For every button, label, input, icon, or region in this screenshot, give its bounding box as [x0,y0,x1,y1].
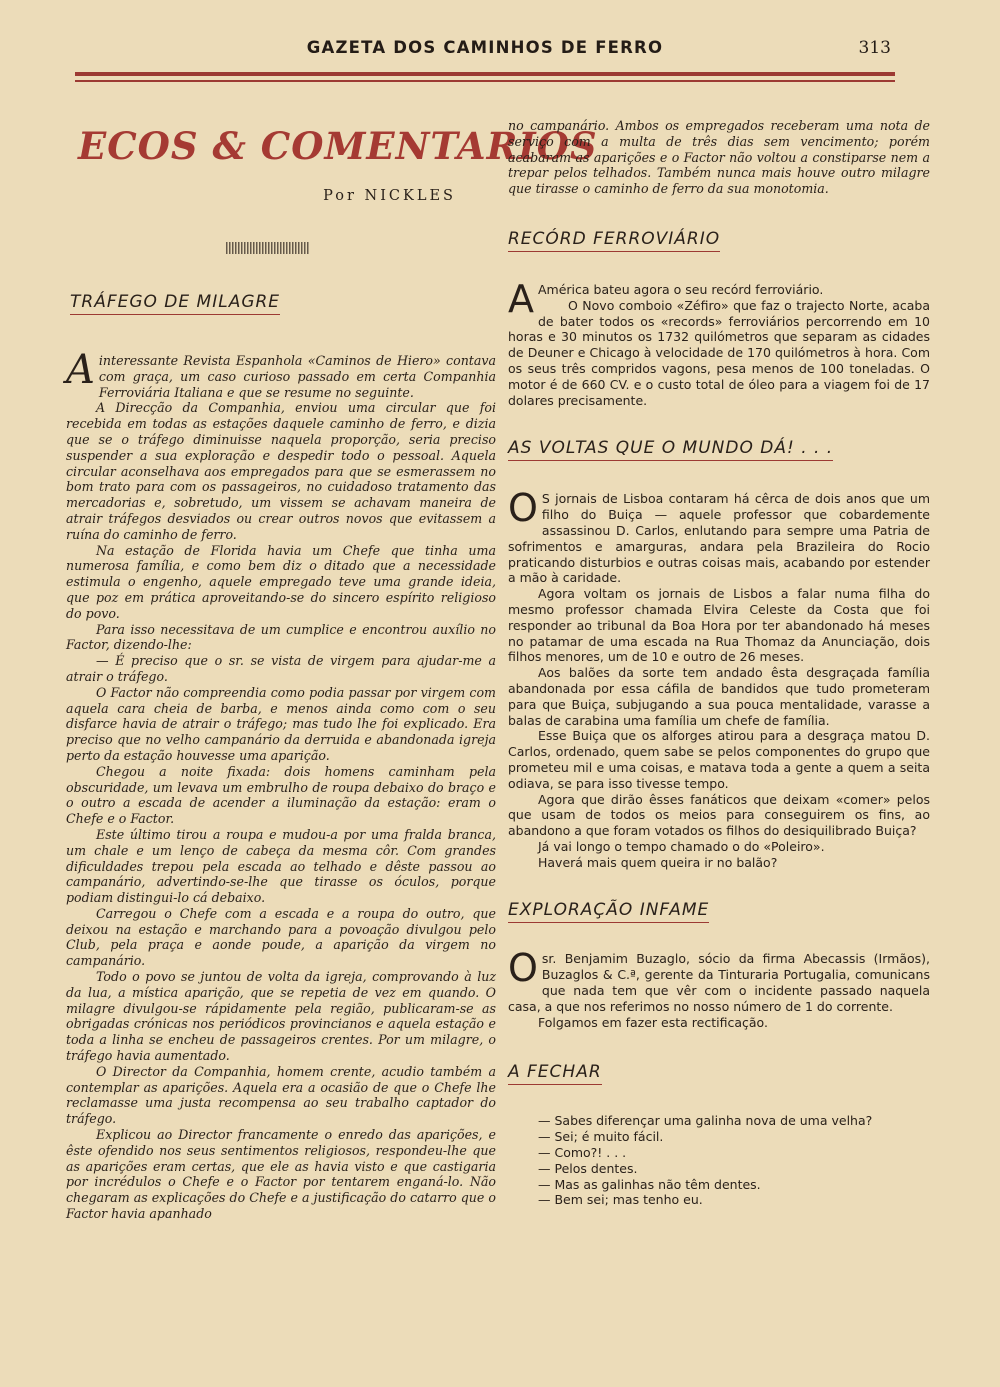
paragraph: Folgamos em fazer esta rectificação. [538,1014,768,1030]
page-header [75,38,895,62]
page-number: 313 [858,38,891,58]
dialog-line: — Sabes diferençar uma galinha nova de uma velha? [538,1113,873,1129]
paragraph: Para isso necessitava de um cumplice e encontrou auxílio no Factor, dizendo-lhe: [66,621,496,653]
section-body-exploracao [508,946,930,1030]
dialog-line: — Mas as galinhas não têm dentes. [538,1176,761,1192]
header-rule-thin [75,80,895,82]
drop-cap: A [508,276,534,321]
dialog-line: — Sei; é muito fácil. [538,1129,664,1145]
paragraph: Agora que dirão êsses fanáticos que deixam «comer» pelos que usam de todos os meios para conseguirem os fins, ao abandono a que foram votados os filhos do desiquilibrado Buiça? [508,791,930,839]
paragraph: Agora voltam os jornais de Lisbos a falar numa filha do mesmo professor chamada Elvira Celeste da Costa que foi responder ao tribunal da Boa Hora por ter abandonado há meses no patamar de uma escada na Rua Thomaz da Anunciação, dois filhos menores, um de 10 e outro de 26 meses. [508,586,930,665]
paragraph: no campanário. Ambos os empregados receberam uma nota de serviço com a multa de três dias sem vencimento; porém acabaram as aparições e o Factor não voltou a constiparse nem a trepar pelos telhados. Também nunca mais houve outro milagre que tirasse o caminho de ferro da sua monotomia. [508,118,930,197]
drop-cap: O [508,946,538,991]
ornament-divider [226,242,310,254]
paragraph: Todo o povo se juntou de volta da igreja, comprovando à luz da lua, a mística aparição, que se repetia de vez em quando. O milagre divulgou-se rápidamente pela região, publicaram-se as obrigadas crónicas nos periódicos provincianos e aquela estação e toda a linha se encheu de passageiros crentes. Por um milagre, o tráfego havia aumentado. [66,969,496,1064]
paragraph: Esse Buiça que os alforges atirou para a desgraça matou D. Carlos, ordenado, quem sabe se pelos componentes do grupo que prometeu mil e uma coisas, e matava toda a gente a quem a seita odiava, se para isso tivesse tempo. [508,728,930,791]
dialog-line: — Bem sei; mas tenho eu. [538,1192,703,1208]
section-heading-voltas: AS VOLTAS QUE O MUNDO DÁ! . . . [508,438,833,461]
paragraph: Já vai longo o tempo chamado o do «Poleiro». [538,838,825,854]
paragraph: Haverá mais quem queira ir no balão? [538,854,778,870]
section-body-trafego [66,347,496,1222]
paragraph: Ainteressante Revista Espanhola «Caminos de Hiero» contava com graça, um caso curioso passado em certa Companhia Ferroviária Italiana e que se resume no seguinte. [66,347,496,400]
paragraph: A América bateu agora o seu recórd ferroviário. [508,276,824,321]
section-heading-fechar: A FECHAR [508,1062,602,1085]
section-heading-exploracao: EXPLORAÇÃO INFAME [508,900,709,923]
section-body-recorde [508,276,930,408]
drop-cap: A [66,347,95,393]
paragraph: Na estação de Florida havia um Chefe que tinha uma numerosa família, e como bem diz o ditado que a necessidade estimula o engenho, aquele empregado teve uma grande ideia, que poz em prática aproveitando-se do sincero espírito religioso do povo. [66,542,496,621]
paragraph: Osr. Benjamim Buzaglo, sócio da firma Abecassis (Irmãos), Buzaglos & C.ª, gerente da Tinturaria Portugalia, comunicans que nada tem que vêr com o incidente passado naquela casa, a que nos referimos no nosso número de 1 do corrente. [508,946,930,1014]
section-heading-recorde: RECÓRD FERROVIÁRIO [508,229,720,252]
drop-cap: O [508,486,538,531]
paragraph: — É preciso que o sr. se vista de virgem para ajudar-me a atrair o tráfego. [66,653,496,684]
publication-title: GAZETA DOS CAMINHOS DE FERRO [306,38,664,57]
paragraph: Chegou a noite fixada: dois homens caminham pela obscuridade, um levava um embrulho de roupa debaixo do braço e o outro a escada de acender a iluminação da estação: eram o Chefe e o Factor. [66,763,496,827]
section-continuation-trafego [508,118,930,197]
section-body-voltas [508,486,930,870]
dialog-line: — Pelos dentes. [538,1160,638,1176]
article-title: ECOS & COMENTARIOS [78,124,598,168]
section-body-fechar [508,1113,930,1208]
paragraph: O S jornais de Lisboa contaram há cêrca de dois anos que um filho do Buiça — aquele professor que cobardemente assassinou D. Carlos, enlutando para sempre uma Patria de sofrimentos e amarguras, andara pela Brazileira do Rocio praticando disturbios e outras coisas mais, acabando por estender a mão à caridade. [508,486,930,586]
right-column [508,118,930,1208]
paragraph: A Direcção da Companhia, enviou uma circular que foi recebida em todas as estações daquele caminho de ferro, e dizia que se o tráfego diminuisse naquela proporção, seria preciso suspender a sua exploração e despedir todo o pessoal. Aquela circular aconselhava aos empregados para que se esmerassem no bom trato para com os passageiros, no cuidadoso tratamento das mercadorias e, sobretudo, um vissem se achavam maneira de atrair tráfegos desviados ou crear outros novos que evitassem a ruína do caminho de ferro. [66,400,496,542]
paragraph: O Factor não compreendia como podia passar por virgem com aquela cara cheia de barba, e menos ainda como com o seu disfarce havia de atrair o tráfego; mas tudo lhe foi explicado. Era preciso que no velho campanário da derruida e abandonada igreja perto da estação houvesse uma aparição. [66,684,496,763]
paragraph: Este último tirou a roupa e mudou-a por uma fralda branca, um chale e um lenço de cabeça da mesma côr. Com grandes dificuldades trepou pela escada ao telhado e dêste passou ao campanário, advertindo-se-lhe que tirasse os óculos, porque podiam distingui-lo cá debaixo. [66,826,496,906]
dialog-line: — Como?! . . . [538,1145,627,1161]
article-byline: Por NICKLES [323,188,456,204]
header-rule-thick [75,72,895,76]
paragraph: O Novo comboio «Zéfiro» que faz o trajecto Norte, acaba de bater todos os «records» ferroviários percorrendo em 10 horas e 30 minutos os 1732 quilómetros que separam as cidades de Deuner e Chicago à velocidade de 170 quilómetros à hora. Com os seus três compridos vagons, pesa menos de 100 toneladas. O motor é de 660 CV. e o custo total de óleo para a viagem foi de 17 dolares precisamente. [508,297,930,408]
paragraph: O Director da Companhia, homem crente, acudio também a contemplar as aparições. Aquela era a ocasião de que o Chefe lhe reclamasse uma justa recompensa ao seu trabalho captador do tráfego. [66,1063,496,1127]
section-heading-trafego: TRÁFEGO DE MILAGRE [70,292,280,315]
paragraph: Aos balões da sorte tem andado êsta desgraçada família abandonada por essa cáfila de bandidos que tudo prometeram para que Buiça, subjugando a sua pouca mentalidade, varasse a balas de carabina uma família um chefe de família. [508,665,930,728]
paragraph: Carregou o Chefe com a escada e a roupa do outro, que deixou na estação e marchando para a povoação divulgou pelo Club, pela praça e aonde poude, a aparição da virgem no campanário. [66,905,496,969]
paragraph: Explicou ao Director francamente o enredo das aparições, e êste ofendido nos seus sentimentos religiosos, respondeu-lhe que as aparições eram certas, que ele as havia visto e que castigaria por incrédulos o Chefe e o Factor por tentarem enganá-lo. Não chegaram as explicações do Chefe e a justificação do catarro que o Factor havia apanhado [66,1127,496,1222]
